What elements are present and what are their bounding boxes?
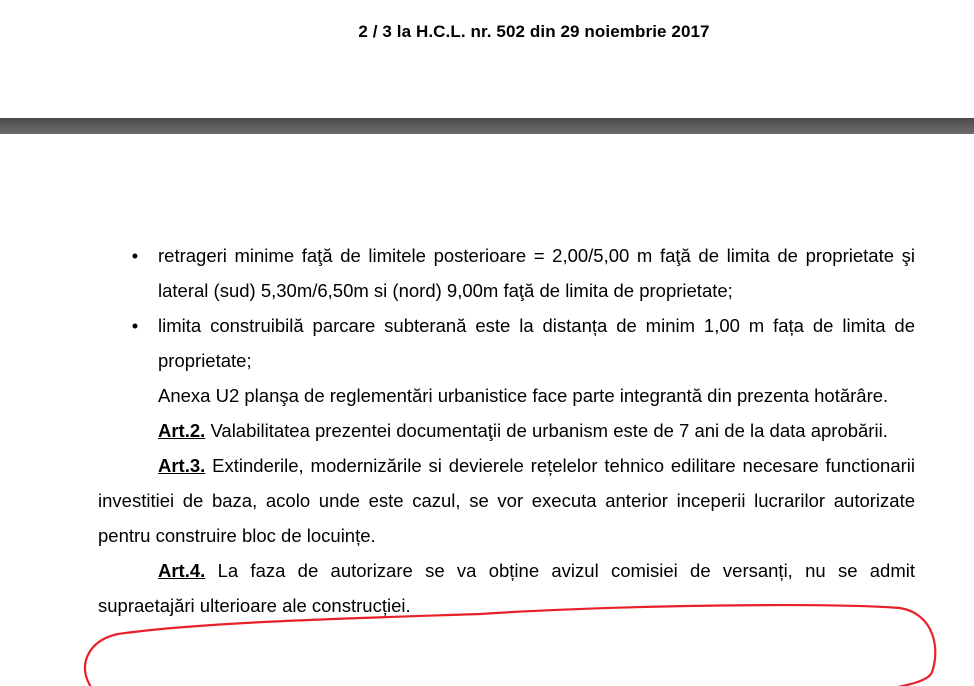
article-3 <box>98 448 915 553</box>
article-label: Art.3. <box>158 455 206 476</box>
document-body <box>98 238 915 623</box>
bullet-icon: • <box>131 315 139 336</box>
article-label: Art.2. <box>158 420 206 441</box>
article-4 <box>98 553 915 623</box>
bullet-text: retrageri minime faţă de limitele posterioare = 2,00/5,00 m faţă de limita de proprietate şi lateral (sud) 5,30m/6,50m si (nord) 9,00m faţă de limita de proprietate; <box>158 245 915 301</box>
bullet-text: limita construibilă parcare subterană este la distanța de minim 1,00 m fața de limita de proprietate; <box>158 315 915 371</box>
article-text: La faza de autorizare se va obține avizul comisiei de versanți, nu se admit supraetajări ulterioare ale construcției. <box>98 560 916 616</box>
article-label: Art.4. <box>158 560 206 581</box>
article-text: Valabilitatea prezentei documentaţii de urbanism este de 7 ani de la data aprobării. <box>210 420 888 441</box>
annex-paragraph: Anexa U2 planşa de reglementări urbanistice face parte integrantă din prezenta hotărâre. <box>158 385 889 406</box>
page-header <box>0 22 974 42</box>
article-text: Extinderile, modernizările si devierele rețelelor tehnico edilitare necesare functionarii investitiei de baza, acolo unde este cazul, se vor executa anterior inceperii lucrarilor autorizate pentru construire bloc de locuințe. <box>98 455 915 546</box>
header-text: 2 / 3 la H.C.L. nr. 502 din 29 noiembrie 2017 <box>358 22 710 41</box>
article-2 <box>98 413 915 448</box>
bullet-list <box>98 238 915 378</box>
bullet-icon: • <box>131 245 139 266</box>
page-separator <box>0 118 974 134</box>
list-item <box>98 238 915 308</box>
list-item <box>98 308 915 378</box>
